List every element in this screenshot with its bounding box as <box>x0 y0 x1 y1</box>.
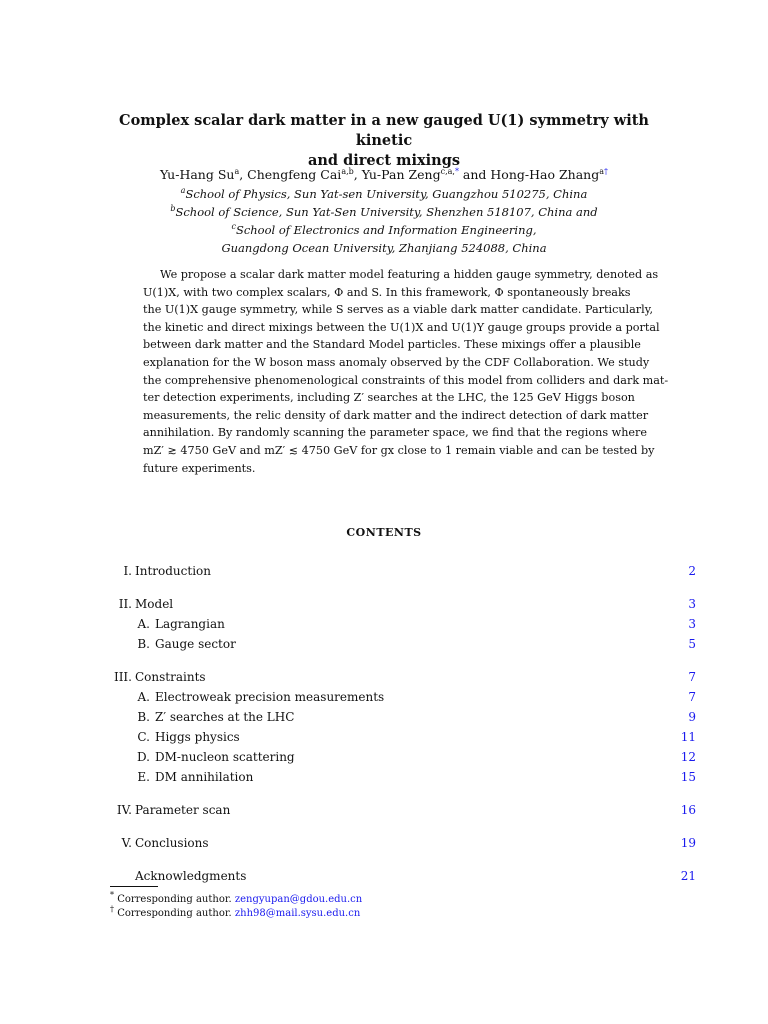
affiliation-b <box>60 203 708 221</box>
footnote-text: Corresponding author. <box>117 894 235 905</box>
toc-page-link[interactable]: 9 <box>688 710 696 724</box>
abstract-line: annihilation. By randomly scanning the parameter space, we find that the regions where <box>143 426 647 440</box>
toc-number: IV. <box>116 803 132 817</box>
author-separator: , <box>353 167 362 182</box>
affiliation-sup: b <box>170 204 176 214</box>
toc-label: Acknowledgments <box>135 869 247 883</box>
author-affil-sup: c,a <box>440 166 453 176</box>
toc-page-link[interactable]: 21 <box>680 869 696 883</box>
toc-entry[interactable] <box>100 708 696 726</box>
toc-page-link[interactable]: 7 <box>688 690 696 704</box>
author-name: Yu-Pan Zeng <box>361 167 441 182</box>
toc-entry[interactable] <box>100 728 696 746</box>
title-line-2: and direct mixings <box>307 152 461 169</box>
toc-label: Z′ searches at the LHC <box>155 710 295 724</box>
email-link[interactable]: zengyupan@gdou.edu.cn <box>234 894 363 905</box>
toc-label: Introduction <box>135 564 211 578</box>
abstract-line: explanation for the W boson mass anomaly observed by the CDF Collaboration. We study <box>143 355 650 369</box>
toc-page-link[interactable]: 7 <box>688 670 696 684</box>
toc-page-link[interactable]: 11 <box>680 730 696 744</box>
toc-number: V. <box>121 836 132 850</box>
toc-page-link[interactable]: 3 <box>688 597 696 611</box>
abstract-line: the kinetic and direct mixings between the U(1)X and U(1)Y gauge groups provide a portal <box>143 320 660 334</box>
toc-number: A. <box>137 617 150 631</box>
toc-entry[interactable] <box>100 768 696 786</box>
toc-page-link[interactable]: 3 <box>688 617 696 631</box>
affiliation-text: School of Science, Sun Yat-Sen University, Shenzhen 518107, China and <box>175 205 598 219</box>
toc-page-link[interactable]: 15 <box>680 770 696 784</box>
toc-entry[interactable] <box>100 668 696 686</box>
abstract-line: the comprehensive phenomenological constraints of this model from colliders and dark mat- <box>143 373 669 387</box>
toc-entry[interactable] <box>100 595 696 613</box>
toc-page-link[interactable]: 12 <box>680 750 696 764</box>
email-link[interactable]: zhh98@mail.sysu.edu.cn <box>234 908 361 919</box>
affiliation-text: Guangdong Ocean University, Zhanjiang 524088, China <box>221 241 547 255</box>
title-line-1: Complex scalar dark matter in a new gauged U(1) symmetry with kinetic <box>119 112 649 149</box>
contents-heading: CONTENTS <box>346 526 422 539</box>
abstract-line: ter detection experiments, including Z′ searches at the LHC, the 125 GeV Higgs boson <box>143 391 635 405</box>
toc-label: Parameter scan <box>135 803 231 817</box>
abstract-line: We propose a scalar dark matter model featuring a hidden gauge symmetry, denoted as <box>160 268 659 281</box>
footnote-mark: * <box>110 890 114 900</box>
toc-number: II. <box>118 597 132 611</box>
author-name: Hong-Hao Zhang <box>490 167 600 182</box>
toc-entry[interactable] <box>100 562 696 580</box>
footnote-link-star[interactable]: * <box>454 166 459 176</box>
abstract-line: U(1)X, with two complex scalars, Φ and S. In this framework, Φ spontaneously breaks <box>143 285 631 299</box>
toc-page-link[interactable]: 5 <box>688 637 696 651</box>
toc-number: I. <box>123 564 132 578</box>
toc-number: B. <box>137 710 150 724</box>
toc-number: A. <box>137 690 150 704</box>
toc-page-link[interactable]: 2 <box>688 564 696 578</box>
footnote-1 <box>110 890 363 907</box>
toc-label: Conclusions <box>135 836 209 850</box>
affiliation-a <box>60 185 708 203</box>
toc-number: E. <box>137 770 150 784</box>
toc-label: Electroweak precision measurements <box>155 690 385 704</box>
author-name: Chengfeng Cai <box>247 167 342 182</box>
toc-label: Lagrangian <box>155 617 225 631</box>
toc-entry[interactable] <box>100 834 696 852</box>
author-separator: , <box>239 167 248 182</box>
abstract <box>143 266 669 477</box>
author-separator: and <box>458 167 491 182</box>
toc-number: D. <box>136 750 150 764</box>
toc-entry[interactable] <box>100 615 696 633</box>
author-affil-sup: a <box>234 166 240 176</box>
abstract-line: the U(1)X gauge symmetry, while S serves as a viable dark matter candidate. Particularly, <box>143 303 654 317</box>
toc-label: Higgs physics <box>155 730 240 744</box>
affiliation-sup: a <box>180 186 186 196</box>
author-list: Yu-Hang Su$^a$, Chengfeng Cai$^{a,b}$, Yu-Pan Zeng$^{c,a,*}$ and Hong-Hao Zhang$^{a\dagger}$ <box>160 166 608 182</box>
toc-entry[interactable] <box>100 801 696 819</box>
author-affil-sup: a,b <box>341 166 354 176</box>
toc-number: III. <box>113 670 132 684</box>
affiliation-text: School of Physics, Sun Yat-sen University, Guangzhou 510275, China <box>185 187 588 201</box>
toc-page-link[interactable]: 16 <box>680 803 696 817</box>
toc-label: Model <box>135 597 174 611</box>
toc-number: C. <box>137 730 150 744</box>
footnote-2 <box>110 904 361 921</box>
affiliation-sup: c <box>231 222 236 232</box>
abstract-line: future experiments. <box>143 461 256 475</box>
author-name: Yu-Hang Su <box>160 167 235 182</box>
toc-entry[interactable] <box>100 635 696 653</box>
toc-entry[interactable] <box>100 748 696 766</box>
footnote-link-dagger[interactable]: † <box>603 166 608 176</box>
paper-title <box>100 111 668 171</box>
abstract-line: mZ′ ≳ 4750 GeV and mZ′ ≲ 4750 GeV for gx close to 1 remain viable and can be tested by <box>143 443 655 457</box>
toc-label: DM annihilation <box>155 770 254 784</box>
footnote-rule <box>110 886 158 887</box>
abstract-line: between dark matter and the Standard Model particles. These mixings offer a plausible <box>143 338 641 352</box>
toc-number: B. <box>137 637 150 651</box>
affiliation-text: School of Electronics and Information Engineering, <box>235 223 537 237</box>
toc-label: DM-nucleon scattering <box>155 750 295 764</box>
footnote-mark: † <box>110 904 114 914</box>
affiliation-c <box>60 221 708 239</box>
toc-label: Gauge sector <box>155 637 236 651</box>
toc-page-link[interactable]: 19 <box>680 836 696 850</box>
author-affil-sup: a <box>599 166 604 176</box>
toc-label: Constraints <box>135 670 206 684</box>
toc-entry[interactable] <box>100 688 696 706</box>
affiliation-c-cont <box>60 239 708 257</box>
toc-entry[interactable] <box>100 867 696 885</box>
abstract-line: measurements, the relic density of dark matter and the indirect detection of dark matter <box>143 408 649 422</box>
footnote-text: Corresponding author. <box>117 908 235 919</box>
